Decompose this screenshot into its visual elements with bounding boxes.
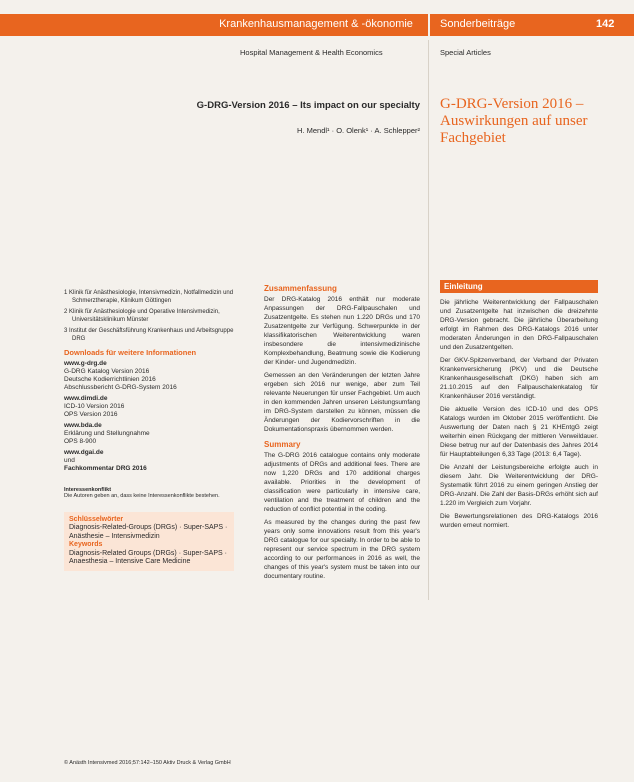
abstract-column — [264, 284, 420, 585]
keywords-de-text: Diagnosis-Related-Groups (DRGs) · Super-SAPS · Anästhesie – Intensivmedizin — [69, 524, 228, 540]
sidebar — [64, 290, 244, 571]
download-item: Deutsche Kodierrichtlinien 2016 — [64, 375, 156, 383]
download-group — [64, 422, 244, 446]
conflict-note — [64, 487, 244, 500]
column-rule — [428, 40, 429, 600]
zusammenfassung-paragraph: Der DRG-Katalog 2016 enthält nur moderate Anpassungen der DRG-Fallpauschalen und Zusatzentgelte. Es stehen nun 1.220 DRGs und 170 Zusatzentgelte zur Verfügung. Schwerpunkte in der klassifikatorischen Weiterentwicklung waren insbesondere die intensivmedizinische Komplexbehandlung, Beatmung sowie die Kodierung der Kinder- und Jugendmedizin. — [264, 296, 420, 366]
download-group — [64, 395, 244, 419]
einleitung-paragraph: Die jährliche Weiterentwicklung der Fallpauschalen und Zusatzentgelte hat inzwischen die dreizehnte DRG-Version gebracht. Die jährliche Überarbeitung erfolgt im Rahmen des DRG-Katalogs 2016 unter moderaten Änderungen in den DRG-Fallpauschalen und den Zusatzentgelten. — [440, 299, 598, 351]
affiliation: 1 Klinik für Anästhesiologie, Intensivmedizin, Notfallmedizin und Schmerztherapie, Klinikum Göttingen — [64, 290, 234, 304]
download-item: ICD-10 Version 2016 — [64, 402, 125, 410]
download-link[interactable]: www.dimdi.de — [64, 394, 108, 402]
summary-paragraph: The G-DRG 2016 catalogue contains only moderate adjustments of DRGs and additional fees. There are now 1,220 DRGs and 170 additional charges available. Priorities in the development of classification were particularly in intensive care, ventilation and the treatment of children and the reduction of conflict potential in the coding. — [264, 452, 420, 513]
download-link[interactable]: www.dgai.de — [64, 448, 104, 456]
einleitung-paragraph: Die Anzahl der Leistungsbereiche erfolgte auch in diesem Jahr. Die Weiterentwicklung der DRG-Systematik führt 2016 zu einem geringen Anstieg der DRG-Anzahl. Die Zahl der Basis-DRGs erhöht sich auf 1.220 im Vergleich zum Vorjahr. — [440, 464, 598, 507]
article-authors: H. Mendl¹ · O. Olenk¹ · A. Schlepper² — [297, 126, 420, 135]
downloads-title: Downloads für weitere Informationen — [64, 348, 197, 357]
keywords-en-title: Keywords — [69, 541, 103, 548]
special-section-subtitle: Special Articles — [440, 48, 491, 57]
download-item: und — [64, 456, 75, 464]
page-footer: © Anästh Intensivmed 2016;57:142–150 Aktiv Druck & Verlag GmbH — [64, 760, 231, 766]
einleitung-paragraph: Die Bewertungsrelationen des DRG-Katalogs 2016 wurden erneut normiert. — [440, 513, 598, 529]
intro-column — [440, 276, 598, 534]
download-item: G-DRG Katalog Version 2016 — [64, 367, 150, 375]
download-link[interactable]: www.g-drg.de — [64, 359, 107, 367]
special-section-title: Sonderbeiträge — [440, 18, 516, 30]
einleitung-paragraph: Der GKV-Spitzenverband, der Verband der Privaten Krankenversicherung (PKV) und die Deutsche Krankenhausgesellschaft (DKG) haben sich am 21.10.2015 auf den Fallpauschalenkatalog für Krankenhäuser 2016 verständigt. — [440, 357, 598, 400]
download-item: OPS Version 2016 — [64, 410, 118, 418]
zusammenfassung-paragraph: Gemessen an den Veränderungen der letzten Jahre ergeben sich 2016 nur wenige, aber zum Teil relevante Neuerungen für unser Fachgebiet. Um auch in den kommenden Jahren unseren Leistungsumfang im DRG-System darstellen zu können, müssen die Änderungen der Kodiervorschriften in die Dokumentationspraxis übernommen werden. — [264, 372, 420, 433]
download-link[interactable]: www.bda.de — [64, 421, 102, 429]
einleitung-paragraph: Die aktuelle Version des ICD-10 und des OPS Katalogs wurden im Oktober 2015 veröffentlicht. Die Auswertung der Daten nach § 21 KHEntgG zeigt weiterhin einen Rückgang der mittleren Verweildauer. Diese betrug nur auf der Datenbasis des Jahres 2014 für Hauptabteilungen 6,33 Tage (2013: 6,4 Tage). — [440, 406, 598, 458]
einleitung-title: Einleitung — [440, 280, 598, 293]
article-title-de: G-DRG-Version 2016 – Auswirkungen auf unser Fachgebiet — [440, 96, 588, 146]
header-bar — [0, 14, 634, 36]
keywords-de-title: Schlüsselwörter — [69, 515, 124, 523]
conflict-note-text: Die Autoren geben an, dass keine Interessenkonflikte bestehen. — [64, 493, 220, 499]
download-group — [64, 449, 244, 473]
keywords-en-text: Diagnosis-Related Groups (DRGs) · Super-SAPS · Anaesthesia – Intensive Care Medicine — [69, 549, 227, 565]
download-group — [64, 360, 244, 392]
keywords-box — [64, 512, 234, 571]
download-item: Erklärung und Stellungnahme — [64, 429, 150, 437]
download-item: Abschlussbericht G-DRG-System 2016 — [64, 383, 177, 391]
affiliation: 3 Institut der Geschäftsführung Krankenhaus und Arbeitsgruppe DRG — [64, 328, 234, 342]
download-item: OPS 8-900 — [64, 437, 97, 445]
zusammenfassung-title: Zusammenfassung — [264, 284, 337, 293]
affiliation: 2 Klinik für Anästhesiologie und Operative Intensivmedizin, Universitätsklinikum Münster — [64, 309, 220, 323]
summary-title: Summary — [264, 440, 301, 449]
summary-paragraph: As measured by the changes during the past few years only some innovations result from this year's DRG catalogue for our specialty. In order to be able to represent our service spectrum in the DRG system according to our performances in 2016 as well, the changes of this year's system must be taken into our documentary routine. — [264, 519, 420, 580]
page-number: 142 — [596, 18, 615, 30]
section-subtitle: Hospital Management & Health Economics — [240, 48, 383, 57]
article-title-en: G-DRG-Version 2016 – Its impact on our specialty — [196, 100, 420, 111]
download-item: Fachkommentar DRG 2016 — [64, 464, 147, 472]
section-title: Krankenhausmanagement & -ökonomie — [219, 18, 413, 30]
header-divider — [428, 14, 430, 36]
conflict-note-title: Interessenkonflikt — [64, 486, 112, 493]
